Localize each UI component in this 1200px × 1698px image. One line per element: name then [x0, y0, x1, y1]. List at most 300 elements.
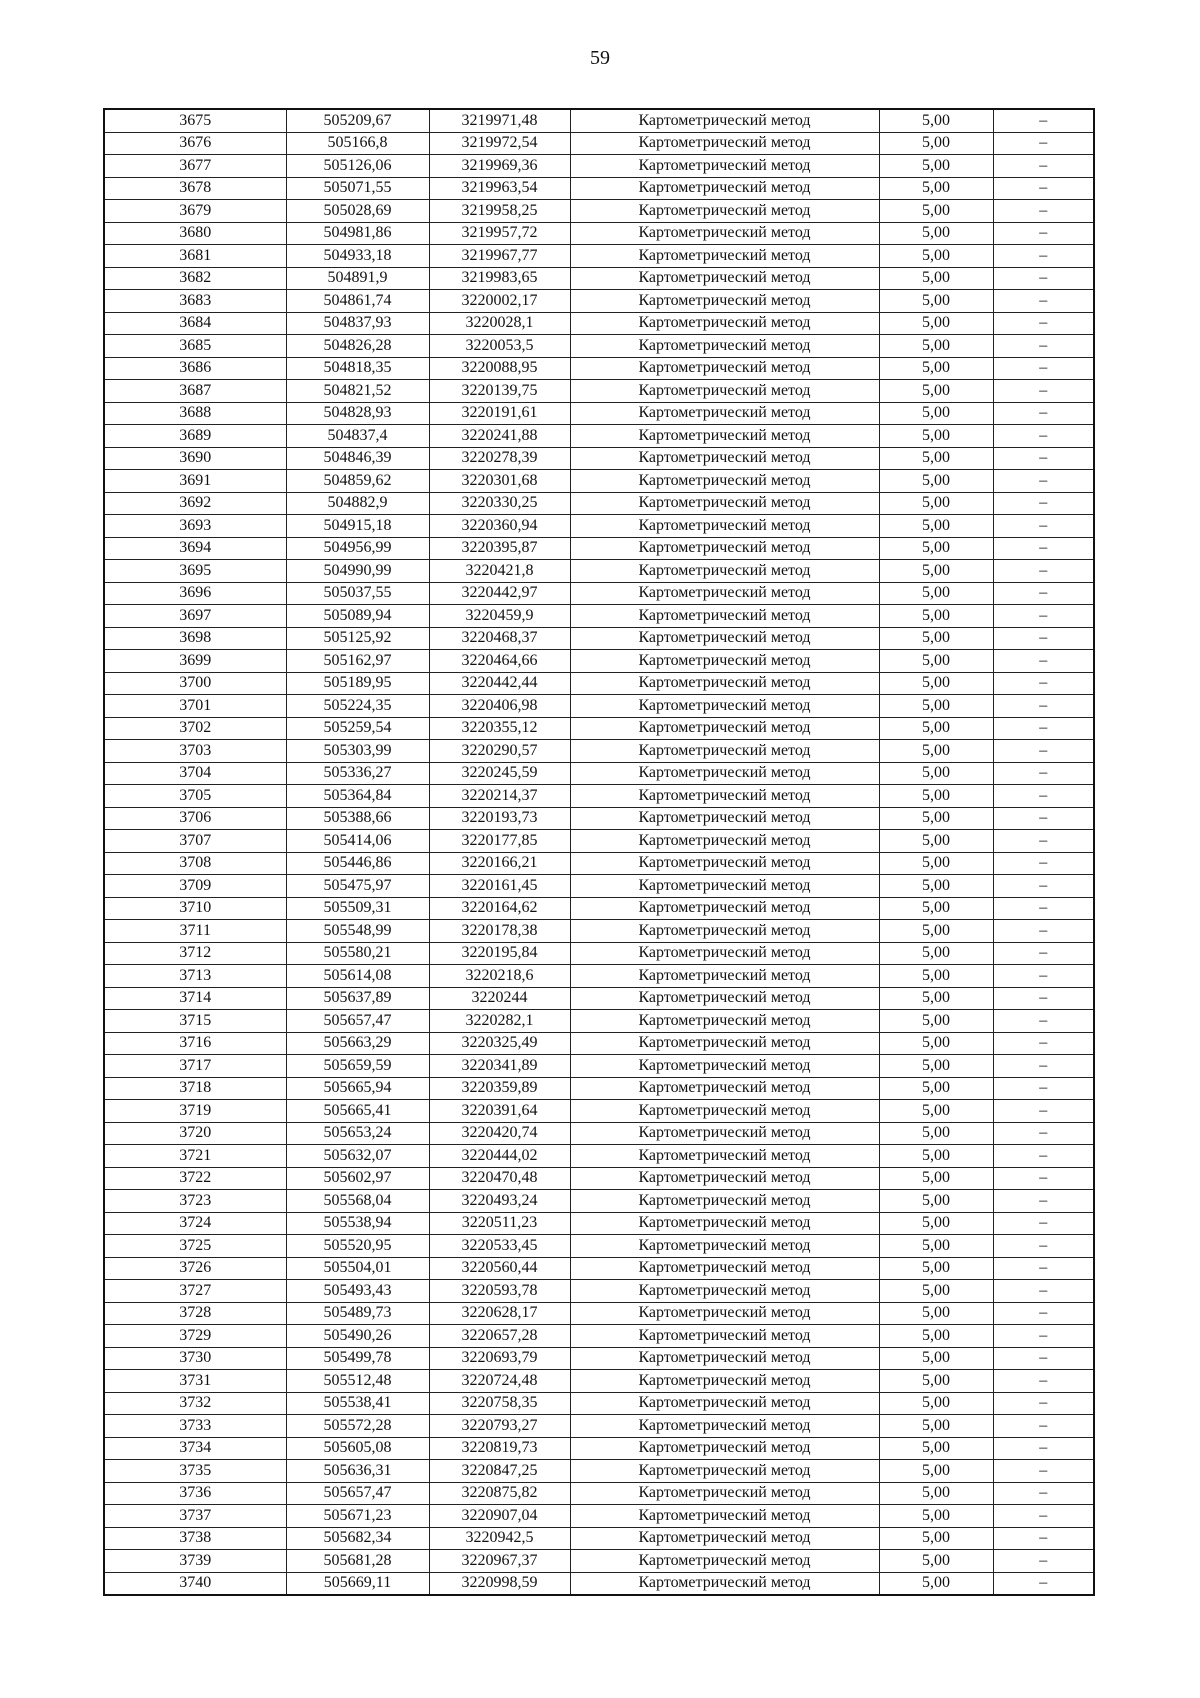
accuracy-cell: 5,00 — [879, 1077, 993, 1100]
description-cell: – — [993, 1505, 1094, 1528]
x-coordinate-cell: 505657,47 — [286, 1010, 429, 1033]
method-cell: Картометрический метод — [570, 627, 879, 650]
point-number-cell: 3703 — [104, 740, 286, 763]
accuracy-cell: 5,00 — [879, 1100, 993, 1123]
point-number-cell: 3707 — [104, 830, 286, 853]
table-row — [104, 1235, 1094, 1258]
description-cell: – — [993, 965, 1094, 988]
y-coordinate-cell: 3220421,8 — [429, 560, 570, 583]
table-row — [104, 267, 1094, 290]
method-cell: Картометрический метод — [570, 1212, 879, 1235]
y-coordinate-cell: 3219969,36 — [429, 155, 570, 178]
description-cell: – — [993, 852, 1094, 875]
method-cell: Картометрический метод — [570, 740, 879, 763]
point-number-cell: 3732 — [104, 1392, 286, 1415]
method-cell: Картометрический метод — [570, 267, 879, 290]
table-row — [104, 1437, 1094, 1460]
accuracy-cell: 5,00 — [879, 267, 993, 290]
accuracy-cell: 5,00 — [879, 155, 993, 178]
point-number-cell: 3722 — [104, 1167, 286, 1190]
x-coordinate-cell: 505475,97 — [286, 875, 429, 898]
method-cell: Картометрический метод — [570, 987, 879, 1010]
x-coordinate-cell: 504956,99 — [286, 537, 429, 560]
method-cell: Картометрический метод — [570, 1257, 879, 1280]
description-cell: – — [993, 1482, 1094, 1505]
method-cell: Картометрический метод — [570, 447, 879, 470]
point-number-cell: 3695 — [104, 560, 286, 583]
method-cell: Картометрический метод — [570, 515, 879, 538]
method-cell: Картометрический метод — [570, 1077, 879, 1100]
table-row — [104, 380, 1094, 403]
point-number-cell: 3738 — [104, 1527, 286, 1550]
method-cell: Картометрический метод — [570, 920, 879, 943]
table-body — [104, 109, 1094, 1595]
accuracy-cell: 5,00 — [879, 357, 993, 380]
x-coordinate-cell: 505636,31 — [286, 1460, 429, 1483]
y-coordinate-cell: 3220028,1 — [429, 312, 570, 335]
description-cell: – — [993, 1235, 1094, 1258]
x-coordinate-cell: 505493,43 — [286, 1280, 429, 1303]
method-cell: Картометрический метод — [570, 537, 879, 560]
description-cell: – — [993, 515, 1094, 538]
y-coordinate-cell: 3220967,37 — [429, 1550, 570, 1573]
y-coordinate-cell: 3219971,48 — [429, 109, 570, 132]
description-cell: – — [993, 1280, 1094, 1303]
method-cell: Картометрический метод — [570, 1167, 879, 1190]
table-row — [104, 537, 1094, 560]
accuracy-cell: 5,00 — [879, 1482, 993, 1505]
method-cell: Картометрический метод — [570, 177, 879, 200]
method-cell: Картометрический метод — [570, 1527, 879, 1550]
y-coordinate-cell: 3220359,89 — [429, 1077, 570, 1100]
description-cell: – — [993, 222, 1094, 245]
accuracy-cell: 5,00 — [879, 290, 993, 313]
description-cell: – — [993, 245, 1094, 268]
description-cell: – — [993, 492, 1094, 515]
table-row — [104, 1100, 1094, 1123]
x-coordinate-cell: 505089,94 — [286, 605, 429, 628]
accuracy-cell: 5,00 — [879, 1392, 993, 1415]
point-number-cell: 3712 — [104, 942, 286, 965]
x-coordinate-cell: 504933,18 — [286, 245, 429, 268]
method-cell: Картометрический метод — [570, 1550, 879, 1573]
description-cell: – — [993, 762, 1094, 785]
point-number-cell: 3734 — [104, 1437, 286, 1460]
y-coordinate-cell: 3220161,45 — [429, 875, 570, 898]
description-cell: – — [993, 1212, 1094, 1235]
method-cell: Картометрический метод — [570, 1302, 879, 1325]
accuracy-cell: 5,00 — [879, 1167, 993, 1190]
description-cell: – — [993, 672, 1094, 695]
accuracy-cell: 5,00 — [879, 785, 993, 808]
point-number-cell: 3675 — [104, 109, 286, 132]
description-cell: – — [993, 1550, 1094, 1573]
description-cell: – — [993, 1167, 1094, 1190]
method-cell: Картометрический метод — [570, 785, 879, 808]
accuracy-cell: 5,00 — [879, 447, 993, 470]
method-cell: Картометрический метод — [570, 155, 879, 178]
method-cell: Картометрический метод — [570, 402, 879, 425]
method-cell: Картометрический метод — [570, 1145, 879, 1168]
point-number-cell: 3684 — [104, 312, 286, 335]
method-cell: Картометрический метод — [570, 1325, 879, 1348]
table-row — [104, 717, 1094, 740]
method-cell: Картометрический метод — [570, 1190, 879, 1213]
x-coordinate-cell: 505490,26 — [286, 1325, 429, 1348]
point-number-cell: 3717 — [104, 1055, 286, 1078]
x-coordinate-cell: 504891,9 — [286, 267, 429, 290]
accuracy-cell: 5,00 — [879, 897, 993, 920]
y-coordinate-cell: 3220325,49 — [429, 1032, 570, 1055]
point-number-cell: 3729 — [104, 1325, 286, 1348]
x-coordinate-cell: 504826,28 — [286, 335, 429, 358]
point-number-cell: 3680 — [104, 222, 286, 245]
description-cell: – — [993, 1257, 1094, 1280]
table-row — [104, 222, 1094, 245]
description-cell: – — [993, 1437, 1094, 1460]
description-cell: – — [993, 1010, 1094, 1033]
description-cell: – — [993, 627, 1094, 650]
table-row — [104, 942, 1094, 965]
y-coordinate-cell: 3220420,74 — [429, 1122, 570, 1145]
x-coordinate-cell: 505037,55 — [286, 582, 429, 605]
point-number-cell: 3726 — [104, 1257, 286, 1280]
method-cell: Картометрический метод — [570, 605, 879, 628]
table-row — [104, 605, 1094, 628]
x-coordinate-cell: 505509,31 — [286, 897, 429, 920]
point-number-cell: 3701 — [104, 695, 286, 718]
description-cell: – — [993, 1392, 1094, 1415]
table-row — [104, 582, 1094, 605]
table-row — [104, 852, 1094, 875]
y-coordinate-cell: 3220195,84 — [429, 942, 570, 965]
table-row — [104, 1392, 1094, 1415]
table-row — [104, 1055, 1094, 1078]
description-cell: – — [993, 1122, 1094, 1145]
y-coordinate-cell: 3220355,12 — [429, 717, 570, 740]
accuracy-cell: 5,00 — [879, 222, 993, 245]
point-number-cell: 3678 — [104, 177, 286, 200]
table-row — [104, 515, 1094, 538]
table-row — [104, 1572, 1094, 1595]
x-coordinate-cell: 505568,04 — [286, 1190, 429, 1213]
method-cell: Картометрический метод — [570, 852, 879, 875]
method-cell: Картометрический метод — [570, 672, 879, 695]
method-cell: Картометрический метод — [570, 1032, 879, 1055]
x-coordinate-cell: 505166,8 — [286, 132, 429, 155]
description-cell: – — [993, 357, 1094, 380]
x-coordinate-cell: 505446,86 — [286, 852, 429, 875]
description-cell: – — [993, 830, 1094, 853]
accuracy-cell: 5,00 — [879, 132, 993, 155]
table-row — [104, 109, 1094, 132]
table-row — [104, 1122, 1094, 1145]
table-row — [104, 447, 1094, 470]
y-coordinate-cell: 3220164,62 — [429, 897, 570, 920]
y-coordinate-cell: 3220470,48 — [429, 1167, 570, 1190]
x-coordinate-cell: 505665,41 — [286, 1100, 429, 1123]
table-row — [104, 492, 1094, 515]
x-coordinate-cell: 505028,69 — [286, 200, 429, 223]
table-row — [104, 1032, 1094, 1055]
accuracy-cell: 5,00 — [879, 1527, 993, 1550]
method-cell: Картометрический метод — [570, 1370, 879, 1393]
accuracy-cell: 5,00 — [879, 1145, 993, 1168]
point-number-cell: 3728 — [104, 1302, 286, 1325]
x-coordinate-cell: 505189,95 — [286, 672, 429, 695]
point-number-cell: 3708 — [104, 852, 286, 875]
accuracy-cell: 5,00 — [879, 1505, 993, 1528]
x-coordinate-cell: 504882,9 — [286, 492, 429, 515]
table-row — [104, 762, 1094, 785]
table-row — [104, 1370, 1094, 1393]
y-coordinate-cell: 3220191,61 — [429, 402, 570, 425]
x-coordinate-cell: 505162,97 — [286, 650, 429, 673]
description-cell: – — [993, 200, 1094, 223]
accuracy-cell: 5,00 — [879, 177, 993, 200]
y-coordinate-cell: 3220290,57 — [429, 740, 570, 763]
table-row — [104, 1145, 1094, 1168]
point-number-cell: 3699 — [104, 650, 286, 673]
y-coordinate-cell: 3220693,79 — [429, 1347, 570, 1370]
y-coordinate-cell: 3220819,73 — [429, 1437, 570, 1460]
table-row — [104, 1212, 1094, 1235]
accuracy-cell: 5,00 — [879, 335, 993, 358]
y-coordinate-cell: 3220724,48 — [429, 1370, 570, 1393]
y-coordinate-cell: 3219957,72 — [429, 222, 570, 245]
point-number-cell: 3715 — [104, 1010, 286, 1033]
x-coordinate-cell: 505653,24 — [286, 1122, 429, 1145]
method-cell: Картометрический метод — [570, 1055, 879, 1078]
x-coordinate-cell: 505548,99 — [286, 920, 429, 943]
description-cell: – — [993, 1415, 1094, 1438]
y-coordinate-cell: 3220391,64 — [429, 1100, 570, 1123]
point-number-cell: 3720 — [104, 1122, 286, 1145]
method-cell: Картометрический метод — [570, 1392, 879, 1415]
point-number-cell: 3730 — [104, 1347, 286, 1370]
point-number-cell: 3691 — [104, 470, 286, 493]
y-coordinate-cell: 3220406,98 — [429, 695, 570, 718]
y-coordinate-cell: 3220628,17 — [429, 1302, 570, 1325]
description-cell: – — [993, 380, 1094, 403]
accuracy-cell: 5,00 — [879, 1122, 993, 1145]
method-cell: Картометрический метод — [570, 942, 879, 965]
table-row — [104, 290, 1094, 313]
point-number-cell: 3716 — [104, 1032, 286, 1055]
table-row — [104, 402, 1094, 425]
y-coordinate-cell: 3220907,04 — [429, 1505, 570, 1528]
point-number-cell: 3719 — [104, 1100, 286, 1123]
table-row — [104, 155, 1094, 178]
x-coordinate-cell: 504846,39 — [286, 447, 429, 470]
description-cell: – — [993, 312, 1094, 335]
x-coordinate-cell: 505538,41 — [286, 1392, 429, 1415]
table-row — [104, 1325, 1094, 1348]
x-coordinate-cell: 505602,97 — [286, 1167, 429, 1190]
x-coordinate-cell: 505259,54 — [286, 717, 429, 740]
method-cell: Картометрический метод — [570, 1482, 879, 1505]
point-number-cell: 3681 — [104, 245, 286, 268]
method-cell: Картометрический метод — [570, 1437, 879, 1460]
accuracy-cell: 5,00 — [879, 1325, 993, 1348]
y-coordinate-cell: 3220998,59 — [429, 1572, 570, 1595]
description-cell: – — [993, 560, 1094, 583]
y-coordinate-cell: 3220533,45 — [429, 1235, 570, 1258]
table-row — [104, 830, 1094, 853]
y-coordinate-cell: 3220758,35 — [429, 1392, 570, 1415]
accuracy-cell: 5,00 — [879, 762, 993, 785]
table-row — [104, 357, 1094, 380]
x-coordinate-cell: 504837,93 — [286, 312, 429, 335]
x-coordinate-cell: 505637,89 — [286, 987, 429, 1010]
description-cell: – — [993, 785, 1094, 808]
accuracy-cell: 5,00 — [879, 1347, 993, 1370]
table-row — [104, 1280, 1094, 1303]
description-cell: – — [993, 290, 1094, 313]
table-row — [104, 897, 1094, 920]
y-coordinate-cell: 3220444,02 — [429, 1145, 570, 1168]
point-number-cell: 3690 — [104, 447, 286, 470]
accuracy-cell: 5,00 — [879, 1572, 993, 1595]
point-number-cell: 3737 — [104, 1505, 286, 1528]
x-coordinate-cell: 505671,23 — [286, 1505, 429, 1528]
y-coordinate-cell: 3220459,9 — [429, 605, 570, 628]
table-row — [104, 1460, 1094, 1483]
method-cell: Картометрический метод — [570, 695, 879, 718]
description-cell: – — [993, 109, 1094, 132]
point-number-cell: 3705 — [104, 785, 286, 808]
x-coordinate-cell: 505614,08 — [286, 965, 429, 988]
table-row — [104, 1527, 1094, 1550]
description-cell: – — [993, 155, 1094, 178]
table-row — [104, 1302, 1094, 1325]
method-cell: Картометрический метод — [570, 807, 879, 830]
accuracy-cell: 5,00 — [879, 830, 993, 853]
table-row — [104, 987, 1094, 1010]
table-row — [104, 245, 1094, 268]
point-number-cell: 3713 — [104, 965, 286, 988]
y-coordinate-cell: 3220442,97 — [429, 582, 570, 605]
point-number-cell: 3687 — [104, 380, 286, 403]
point-number-cell: 3710 — [104, 897, 286, 920]
point-number-cell: 3735 — [104, 1460, 286, 1483]
method-cell: Картометрический метод — [570, 965, 879, 988]
accuracy-cell: 5,00 — [879, 875, 993, 898]
point-number-cell: 3694 — [104, 537, 286, 560]
x-coordinate-cell: 505364,84 — [286, 785, 429, 808]
x-coordinate-cell: 504915,18 — [286, 515, 429, 538]
table-row — [104, 1550, 1094, 1573]
y-coordinate-cell: 3220244 — [429, 987, 570, 1010]
point-number-cell: 3725 — [104, 1235, 286, 1258]
x-coordinate-cell: 505572,28 — [286, 1415, 429, 1438]
accuracy-cell: 5,00 — [879, 312, 993, 335]
method-cell: Картометрический метод — [570, 1460, 879, 1483]
y-coordinate-cell: 3220053,5 — [429, 335, 570, 358]
accuracy-cell: 5,00 — [879, 492, 993, 515]
point-number-cell: 3727 — [104, 1280, 286, 1303]
point-number-cell: 3679 — [104, 200, 286, 223]
table-row — [104, 1505, 1094, 1528]
x-coordinate-cell: 504837,4 — [286, 425, 429, 448]
method-cell: Картометрический метод — [570, 492, 879, 515]
accuracy-cell: 5,00 — [879, 1437, 993, 1460]
y-coordinate-cell: 3220139,75 — [429, 380, 570, 403]
x-coordinate-cell: 505489,73 — [286, 1302, 429, 1325]
x-coordinate-cell: 505388,66 — [286, 807, 429, 830]
y-coordinate-cell: 3220468,37 — [429, 627, 570, 650]
accuracy-cell: 5,00 — [879, 200, 993, 223]
accuracy-cell: 5,00 — [879, 1190, 993, 1213]
method-cell: Картометрический метод — [570, 582, 879, 605]
y-coordinate-cell: 3220088,95 — [429, 357, 570, 380]
method-cell: Картометрический метод — [570, 875, 879, 898]
method-cell: Картометрический метод — [570, 335, 879, 358]
table-row — [104, 560, 1094, 583]
accuracy-cell: 5,00 — [879, 1280, 993, 1303]
y-coordinate-cell: 3220341,89 — [429, 1055, 570, 1078]
table-row — [104, 1347, 1094, 1370]
y-coordinate-cell: 3220166,21 — [429, 852, 570, 875]
accuracy-cell: 5,00 — [879, 1460, 993, 1483]
point-number-cell: 3689 — [104, 425, 286, 448]
point-number-cell: 3723 — [104, 1190, 286, 1213]
x-coordinate-cell: 505224,35 — [286, 695, 429, 718]
y-coordinate-cell: 3220214,37 — [429, 785, 570, 808]
table-row — [104, 1257, 1094, 1280]
accuracy-cell: 5,00 — [879, 650, 993, 673]
accuracy-cell: 5,00 — [879, 402, 993, 425]
y-coordinate-cell: 3220593,78 — [429, 1280, 570, 1303]
accuracy-cell: 5,00 — [879, 380, 993, 403]
y-coordinate-cell: 3220301,68 — [429, 470, 570, 493]
method-cell: Картометрический метод — [570, 470, 879, 493]
y-coordinate-cell: 3220245,59 — [429, 762, 570, 785]
accuracy-cell: 5,00 — [879, 1055, 993, 1078]
accuracy-cell: 5,00 — [879, 1212, 993, 1235]
point-number-cell: 3721 — [104, 1145, 286, 1168]
accuracy-cell: 5,00 — [879, 1550, 993, 1573]
x-coordinate-cell: 505669,11 — [286, 1572, 429, 1595]
point-number-cell: 3683 — [104, 290, 286, 313]
y-coordinate-cell: 3219963,54 — [429, 177, 570, 200]
method-cell: Картометрический метод — [570, 1572, 879, 1595]
accuracy-cell: 5,00 — [879, 672, 993, 695]
description-cell: – — [993, 1190, 1094, 1213]
point-number-cell: 3711 — [104, 920, 286, 943]
x-coordinate-cell: 504859,62 — [286, 470, 429, 493]
table-row — [104, 1415, 1094, 1438]
description-cell: – — [993, 717, 1094, 740]
x-coordinate-cell: 505504,01 — [286, 1257, 429, 1280]
method-cell: Картометрический метод — [570, 560, 879, 583]
method-cell: Картометрический метод — [570, 897, 879, 920]
point-number-cell: 3693 — [104, 515, 286, 538]
page-number: 59 — [590, 47, 610, 69]
method-cell: Картометрический метод — [570, 245, 879, 268]
y-coordinate-cell: 3220847,25 — [429, 1460, 570, 1483]
x-coordinate-cell: 505632,07 — [286, 1145, 429, 1168]
accuracy-cell: 5,00 — [879, 920, 993, 943]
method-cell: Картометрический метод — [570, 1122, 879, 1145]
table-row — [104, 1077, 1094, 1100]
point-number-cell: 3736 — [104, 1482, 286, 1505]
point-number-cell: 3718 — [104, 1077, 286, 1100]
y-coordinate-cell: 3220193,73 — [429, 807, 570, 830]
x-coordinate-cell: 505303,99 — [286, 740, 429, 763]
description-cell: – — [993, 177, 1094, 200]
x-coordinate-cell: 505657,47 — [286, 1482, 429, 1505]
